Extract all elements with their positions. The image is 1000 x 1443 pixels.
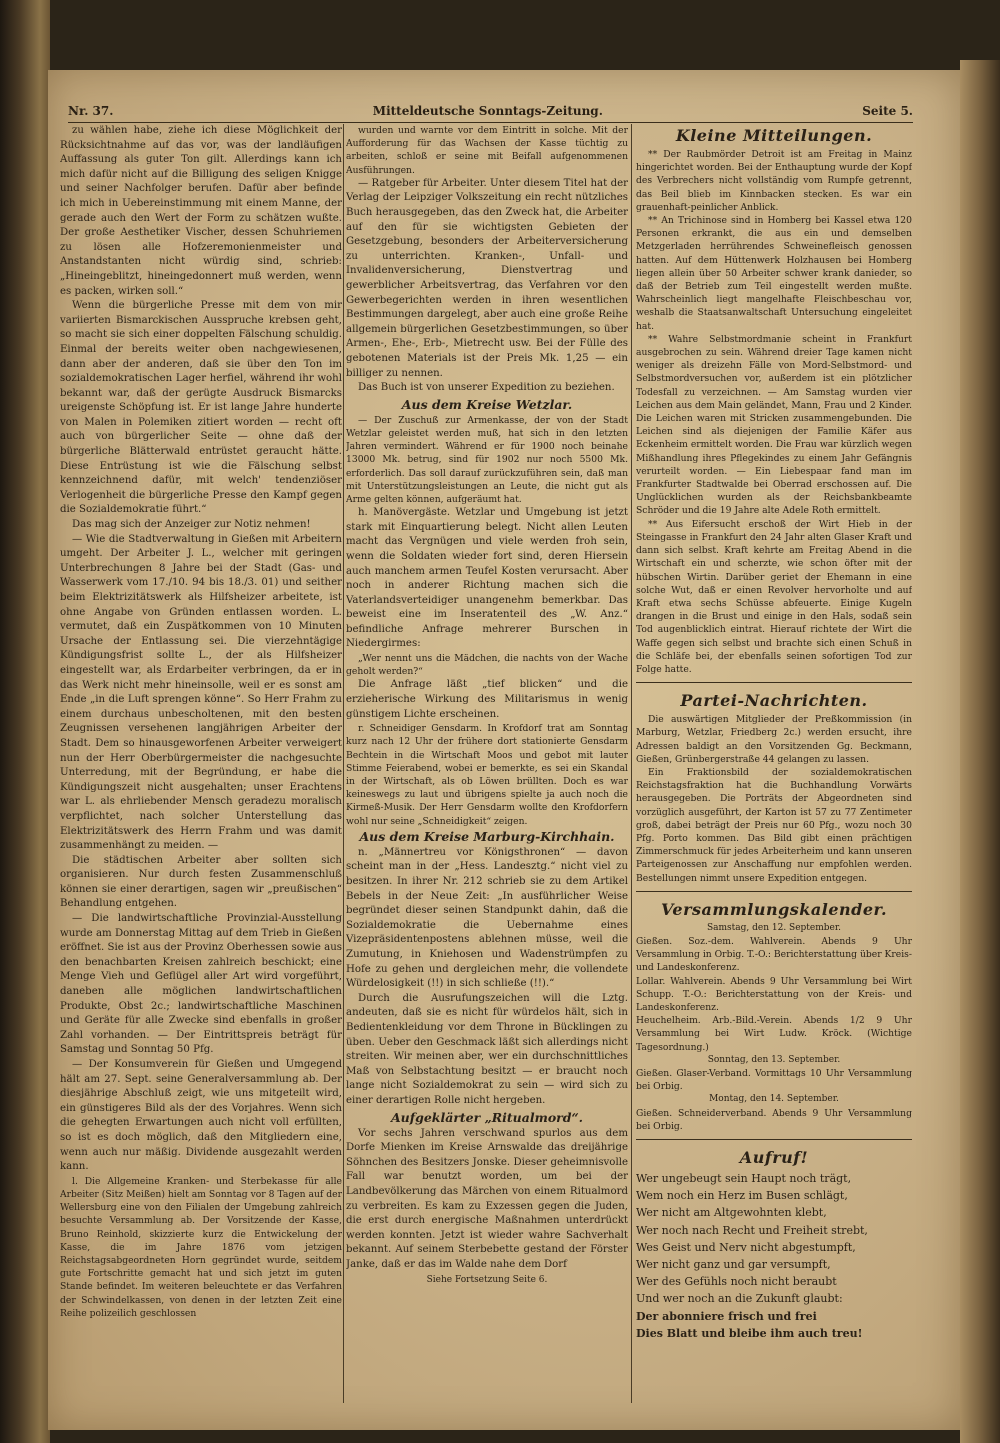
poem [636,1170,912,1342]
paragraph: ** Der Raubmörder Detroit ist am Freitag in Mainz hingerichtet worden. Bei der Enthauptung wurde der Kopf des Verbrechers nicht vollständig vom Rumpfe getrennt, das Beil blieb im Kinnbacken stecken. Es war ein grauenhaft-peinlicher Anblick. [636,149,912,213]
paragraph: ** Wahre Selbstmordmanie scheint in Frankfurt ausgebrochen zu sein. Während dreier Tage kamen nicht weniger als dreizehn Fälle von Mord-Selbstmord- und Selbstmordversuchen vor, außerdem ist ein plötzlicher Todesfall zu verzeichnen. — Am Samstag wurden vier Leichen aus dem Main geländet, Mann, Frau und 2 Kinder. Die Leichen waren mit Stricken zusammengebunden. Die Leichen sind als diejenigen der Familie Käfer aus Eckenheim ermittelt worden. Die Frau war kürzlich wegen Mißhandlung ihres Pflegekindes zu einem Jahr Gefängnis verurteilt worden. — Ein Liebespaar fand man im Frankfurter Stadtwalde bei Oberrad erschossen auf. Die Unglücklichen wurden als der Reichsbankbeamte Schröder und die 19 Jahre alte Adele Roth ermittelt. [636,333,912,517]
section-heading: Versammlungskalender. [660,899,888,919]
calendar-event: Gießen. Schneiderverband. Abends 9 Uhr Versammlung bei Orbig. [636,1107,912,1132]
calendar-event: Gießen. Glaser-Verband. Vormittags 10 Uhr Versammlung bei Orbig. [636,1068,912,1093]
paragraph: Die städtischen Arbeiter aber sollten sich organisieren. Nur durch festen Zusammenschluß können sie einer derartigen, sagen wir „preußischen“ Behandlung entgehen. [60,854,342,910]
page-header [68,100,913,123]
section-heading: Kleine Mitteilungen. [675,126,873,145]
calendar-event: Heuchelheim. Arb.-Bild.-Verein. Abends 1/2 9 Uhr Versammlung bei Wirt Ludw. Kröck. (Wichtige Tagesordnung.) [636,1015,912,1053]
paragraph: Das Buch ist von unserer Expedition zu beziehen. [358,382,615,394]
paragraph: ** Aus Eifersucht erschoß der Wirt Hieb in der Steingasse in Frankfurt den 24 Jahr alten Glaser Kraft und dann sich selbst. Kraft kehrte am Freitag Abend in die Wirtschaft ein und scherzte, wie schon öfter mit der hübschen Wirtin. Darüber geriet der Ehemann in eine solche Wut, daß er einen Revolver hervorholte und auf Kraft etwa sechs Schüsse abfeuerte. Einige Kugeln drangen in die Brust und einige in den Hals, sodaß sein Tod augenblicklich eintrat. Hierauf richtete der Wirt die Waffe gegen sich selbst und brachte sich einen Schuß in die Schläfe bei, der ebenfalls seinen sofortigen Tod zur Folge hatte. [636,518,912,675]
column-3 [636,124,912,1403]
paragraph: ** An Trichinose sind in Homberg bei Kassel etwa 120 Personen erkrankt, die aus ein und demselben Metzgerladen herrührendes Schweinefleisch genossen hatten. Auf dem Hüttenwerk Holzhausen bei Homberg liegen allein über 50 Arbeiter schwer krank danieder, so daß der Betrieb zum Teil eingestellt werden mußte. Wahrscheinlich liegt mangelhafte Fleischbeschau vor, weshalb die Staatsanwaltschaft Untersuchung eingeleitet hat. [636,215,912,332]
column-divider [631,124,632,1403]
paragraph: Vor sechs Jahren verschwand spurlos aus dem Dorfe Mienken im Kreise Arnswalde das dreijährige Söhnchen des Besitzers Jonske. Dieser geheimnisvolle Fall war benutzt worden, um bei der Landbevölkerung das Märchen von einem Ritualmord zu verbreiten. Es kam zu Exzessen gegen die Juden, die erst durch energische Maßnahmen unterdrückt werden konnten. Jetzt ist wieder wahre Sachverhalt bekannt. Auf seinem Sterbebette gestand der Förster Janke, daß er das im Walde nahe dem Dorf [346,1127,628,1270]
poem-line: Wer noch nach Recht und Freiheit strebt, [636,1223,868,1237]
calendar-event: Lollar. Wahlverein. Abends 9 Uhr Versammlung bei Wirt Schupp. T.-O.: Berichterstattung von der Kreis- und Landeskonferenz. [636,975,912,1013]
paragraph: — Wie die Stadtverwaltung in Gießen mit Arbeitern umgeht. Der Arbeiter J. L., welcher mit geringen Unterbrechungen 8 Jahre bei der Stadt (Gas- und Wasserwerk vom 17./10. 94 bis 18./3. 01) und seither beim Elektrizitätswerk als Hilfsheizer arbeitete, ist ohne Angabe von Gründen entlassen worden. L. vermutet, daß ein Zuspätkommen von 10 Minuten Ursache der Entlassung sei. Die vierzehntägige Kündigungsfrist sollte L., der als Hilfsheizer eingestellt war, als Erdarbeiter verbringen, da er in das Werk nicht mehr hineinsolle, weil er es sonst am Ende „in die Luft sprengen könne“. So Herr Frahm zu einem durchaus unbescholtenen, mit den besten Zeugnissen versehenen langjährigen Arbeiter der Stadt. Dem so hinausgeworfenen Arbeiter verweigert nun der Herr Oberbürgermeister die nachgesuchte Unterredung, mit der Begründung, er habe die Kündigungszeit nicht ausgehalten; unser Erachtens war L. als ehrliebender Mensch geradezu moralisch verpflichtet, nach solcher Unterstellung das Elektrizitätswerk des Herrn Frahm und was damit zusammenhängt zu meiden. — [60,533,342,852]
paragraph: Ein Fraktionsbild der sozialdemokratischen Reichstagsfraktion hat die Buchhandlung Vorwärts herausgegeben. Die Porträts der Abgeordneten sind vorzüglich ausgeführt, der Karton ist 57 zu 77 Zentimeter groß, dabei beträgt der Preis nur 60 Pfg., wozu noch 30 Pfg. Porto kommen. Das Bild gibt einen prächtigen Zimmerschmuck für jedes Arbeiterheim und kann unseren Parteigenossen zur Anschaffung nur empfohlen werden. Bestellungen nimmt unsere Expedition entgegen. [636,766,912,884]
paragraph: Das mag sich der Anzeiger zur Notiz nehmen! [72,519,311,531]
paragraph: zu wählen habe, ziehe ich diese Möglichkeit der Rücksichtnahme auf das vor, was der landläufigen Auffassung als guter Ton gilt. Allerdings kann ich mich dafür nicht auf die Billigung des seligen Knigge und seiner Nachfolger berufen. Dafür aber befinde ich mich in Uebereinstimmung mit einem Manne, der gerade auch den Wert der Form zu schätzen wußte. Der große Aesthetiker Vischer, dessen Schuhriemen zu lösen alle Hofzeremonienmeister und Anstandstanten nicht würdig sind, schrieb: „Hineingeblitzt, hineingedonnert muß werden, wenn es packen, wirken soll.“ [60,125,342,297]
paragraph: Die Anfrage läßt „tief blicken“ und die erzieherische Wirkung des Militarismus in wenig günstigem Lichte erscheinen. [346,679,628,720]
paragraph: l. Die Allgemeine Kranken- und Sterbekasse für alle Arbeiter (Sitz Meißen) hielt am Sonntag vor 8 Tagen auf der Wellersburg eine von den Filialen der Umgebung zahlreich besuchte Versammlung ab. Der Vorsitzende der Kasse, Bruno Reinhold, skizzierte kurz die Entwickelung der Kasse, die im Jahre 1876 vom jetzigen Reichstagsabgeordneten Horn gegründet wurde, seitdem gute Fortschritte gemacht hat und sich jetzt im guten Stande befindet. Im weiteren beleuchtete er das Verfahren der Schwindelkassen, von denen in der letzten Zeit eine Reihe polizeilich geschlossen [60,1175,342,1319]
paragraph: — Die landwirtschaftliche Provinzial-Ausstellung wurde am Donnerstag Mittag auf dem Trieb in Gießen eröffnet. Sie ist aus der Provinz Oberhessen sowie aus den benachbarten Kreisen zahlreich beschickt; eine Menge Vieh und Geflügel aller Art wird vorgeführt, daneben alle möglichen landwirtschaftlichen Produkte, Obst 2c.; landwirtschaftliche Maschinen und Geräte für alle Zwecke sind ebenfalls in großer Zahl vorhanden. — Der Eintrittspreis beträgt für Samstag und Sonntag 50 Pfg. [60,913,342,1056]
page-number: Seite 5. [862,104,913,118]
quote: „Wer nennt uns die Mädchen, die nachts von der Wache geholt werden?“ [346,653,628,678]
paragraph: r. Schneidiger Gensdarm. In Krofdorf trat am Sonntag kurz nach 12 Uhr der frühere dort stationierte Gensdarm Bechtein in die Wirtschaft Moos und gebot mit lauter Stimme Feierabend, wobei er bemerkte, es sei ein Skandal in der Wirtschaft, als ob Löwen brüllten. Doch es war keineswegs zu laut und übrigens spielte ja auch noch die Kirmeß-Musik. Der Herr Gensdarm wollte den Krofdorfern wohl nur seine „Schneidigkeit“ zeigen. [346,723,628,827]
paragraph: — Der Konsumverein für Gießen und Umgegend hält am 27. Sept. seine Generalversammlung ab. Der diesjährige Abschluß zeigt, wie uns mitgeteilt wird, ein günstigeres Bild als der des Vorjahres. Wenn sich die gehegten Erwartungen auch nicht voll erfüllten, so ist es doch möglich, daß den Mitgliedern eine, wenn auch nur mäßig. Dividende ausgezahlt werden kann. [60,1059,342,1173]
poem-line: Wer nicht am Altgewohnten klebt, [636,1206,827,1220]
poem-line: Wer ungebeugt sein Haupt noch trägt, [636,1172,852,1186]
paragraph: wurden und warnte vor dem Eintritt in solche. Mit der Aufforderung für das Wachsen der Kasse tüchtig zu arbeiten, schloß er seine mit Beifall aufgenommenen Ausführungen. [346,125,628,176]
calendar-day: Sonntag, den 13. September. [707,1054,841,1065]
calendar-event: Gießen. Soz.-dem. Wahlverein. Abends 9 Uhr Versammlung in Orbig. T.-O.: Berichterstattung über Kreis- und Landeskonferenz. [636,935,912,974]
paragraph: — Ratgeber für Arbeiter. Unter diesem Titel hat der Verlag der Leipziger Volkszeitung ein recht nützliches Buch herausgegeben, das den Zweck hat, die Arbeiter auf den für sie wichtigsten Gebieten der Gesetzgebung, besonders der Arbeiterversicherung zu unterrichten. Kranken-, Unfall- und Invalidenversicherung, Dienstvertrag und gewerblicher Arbeitsvertrag, das Verfahren vor den Gewerbegerichten werden in ihren wesentlichen Bestimmungen dargelegt, aber auch eine große Reihe allgemein bürgerlichen Gesetzbestimmungen, so über Armen-, Ehe-, Erb-, Mietrecht usw. Bei der Fülle des gebotenen Materials ist der Preis Mk. 1,25 — ein billiger zu nennen. [346,177,628,379]
calendar-day: Samstag, den 12. September. [706,922,842,933]
column-2 [346,124,628,1403]
poem-line: Wes Geist und Nerv nicht abgestumpft, [636,1240,856,1254]
book-binding-left [0,0,50,1443]
poem-line: Wer des Gefühls noch nicht beraubt [636,1275,837,1289]
poem-line: Der abonniere frisch und frei [636,1309,817,1323]
column-divider [343,124,344,1403]
divider [636,1139,912,1140]
page-edge-right [960,60,1000,1443]
section-heading: Aus dem Kreise Wetzlar. [401,396,573,412]
column-1 [60,124,342,1403]
paragraph: — Der Zuschuß zur Armenkasse, der von der Stadt Wetzlar geleistet werden muß, hat sich in den letzten Jahren vermindert. Während er für 1900 noch beinahe 13000 Mk. betrug, sind für 1902 nur noch 5500 Mk. erforderlich. Das soll darauf zurückzuführen sein, daß man mit Unterstützungsleistungen an Leute, die nicht gut als Arme gelten können, aufgeräumt hat. [346,414,628,505]
newspaper-title: Mitteldeutsche Sonntags-Zeitung. [372,104,603,118]
paragraph: n. „Männertreu vor Königsthronen“ — davon scheint man in der „Hess. Landesztg.“ nicht viel zu besitzen. In ihrer Nr. 212 schrieb sie zu dem Artikel Bebels in der Neue Zeit: „In ausführlicher Weise begründet dieser seinen Standpunkt dahin, daß die Sozialdemokratie die Uebernahme eines Vizepräsidentenpostens ablehnen müsse, weil die Zumutung, in Kniehosen und Wadenstrümpfen zu Hofe zu gehen und dergleichen mehr, die vollendete Würdelosigkeit (!!) in sich schließe (!!).“ [346,846,628,990]
divider [636,891,912,892]
paragraph: h. Manövergäste. Wetzlar und Umgebung ist jetzt stark mit Einquartierung belegt. Nicht allen Leuten macht das Vergnügen und viele werden froh sein, wenn die Soldaten wieder fort sind, deren Hiersein auch manchem armen Teufel Kosten verursacht. Aber noch in anderer Richtung machen sich die Vaterlandsverteidiger unangenehm bemerkbar. Das beweist eine im Inseratenteil des „W. Anz.“ befindliche Anfrage mehrerer Burschen in Niedergirmes: [346,507,628,650]
poem-line: Wem noch ein Herz im Busen schlägt, [636,1189,848,1203]
issue-number: Nr. 37. [68,104,114,118]
paragraph: Die auswärtigen Mitglieder der Preßkommission (in Marburg, Wetzlar, Friedberg 2c.) werden ersucht, ihre Adressen baldigt an den Vorsitzenden Gg. Beckmann, Gießen, Grünbergerstraße 44 gelangen zu lassen. [636,714,912,765]
paragraph: Wenn die bürgerliche Presse mit dem von mir variierten Bismarckischen Ausspruche krebsen geht, so macht sie sich einer doppelten Fälschung schuldig. Einmal der bereits weiter oben nachgewiesenen, dann aber der anderen, daß sie über den Ton im sozialdemokratischen Lager herfiel, während ihr wohl bekannt war, daß der gerügte Ausdruck Bismarcks ureigenste Schöpfung ist. Er ist lange Jahre hunderte von Malen in Polemiken zitiert worden — recht oft auch von bürgerlicher Seite — ohne daß der bürgerliche Blätterwald entrüstet geraucht hätte. Diese Entrüstung ist wie die Fälschung selbst kennzeichnend dafür, mit welch' tendenziöser Verlogenheit die bürgerliche Presse den Kampf gegen die Sozialdemokratie führt.“ [60,300,342,516]
section-heading: Aus dem Kreise Marburg-Kirchhain. [359,828,615,844]
poem-line: Wer nicht ganz und gar versumpft, [636,1258,831,1272]
continuation-note: Siehe Fortsetzung Seite 6. [426,1274,548,1285]
section-heading: Aufgeklärter „Ritualmord“. [390,1109,584,1125]
paragraph: Durch die Ausrufungszeichen will die Lztg. andeuten, daß sie es nicht für würdelos hält, sich in Bedientenkleidung vor dem Throne in Bücklingen zu üben. Ueber den Geschmack läßt sich allerdings nicht streiten. Wir meinen aber, wer ein durchschnittliches Maß von Selbstachtung besitzt — er braucht noch lange nicht Sozialdemokrat zu sein — wird sich zu einer derartigen Rolle nicht hergeben. [346,992,628,1106]
poem-line: Dies Blatt und bleibe ihm auch treu! [636,1326,863,1340]
section-heading: Aufruf! [739,1148,809,1168]
poem-line: Und wer noch an die Zukunft glaubt: [636,1292,843,1306]
section-heading: Partei-Nachrichten. [680,691,868,711]
calendar-day: Montag, den 14. September. [709,1094,839,1105]
divider [636,682,912,683]
